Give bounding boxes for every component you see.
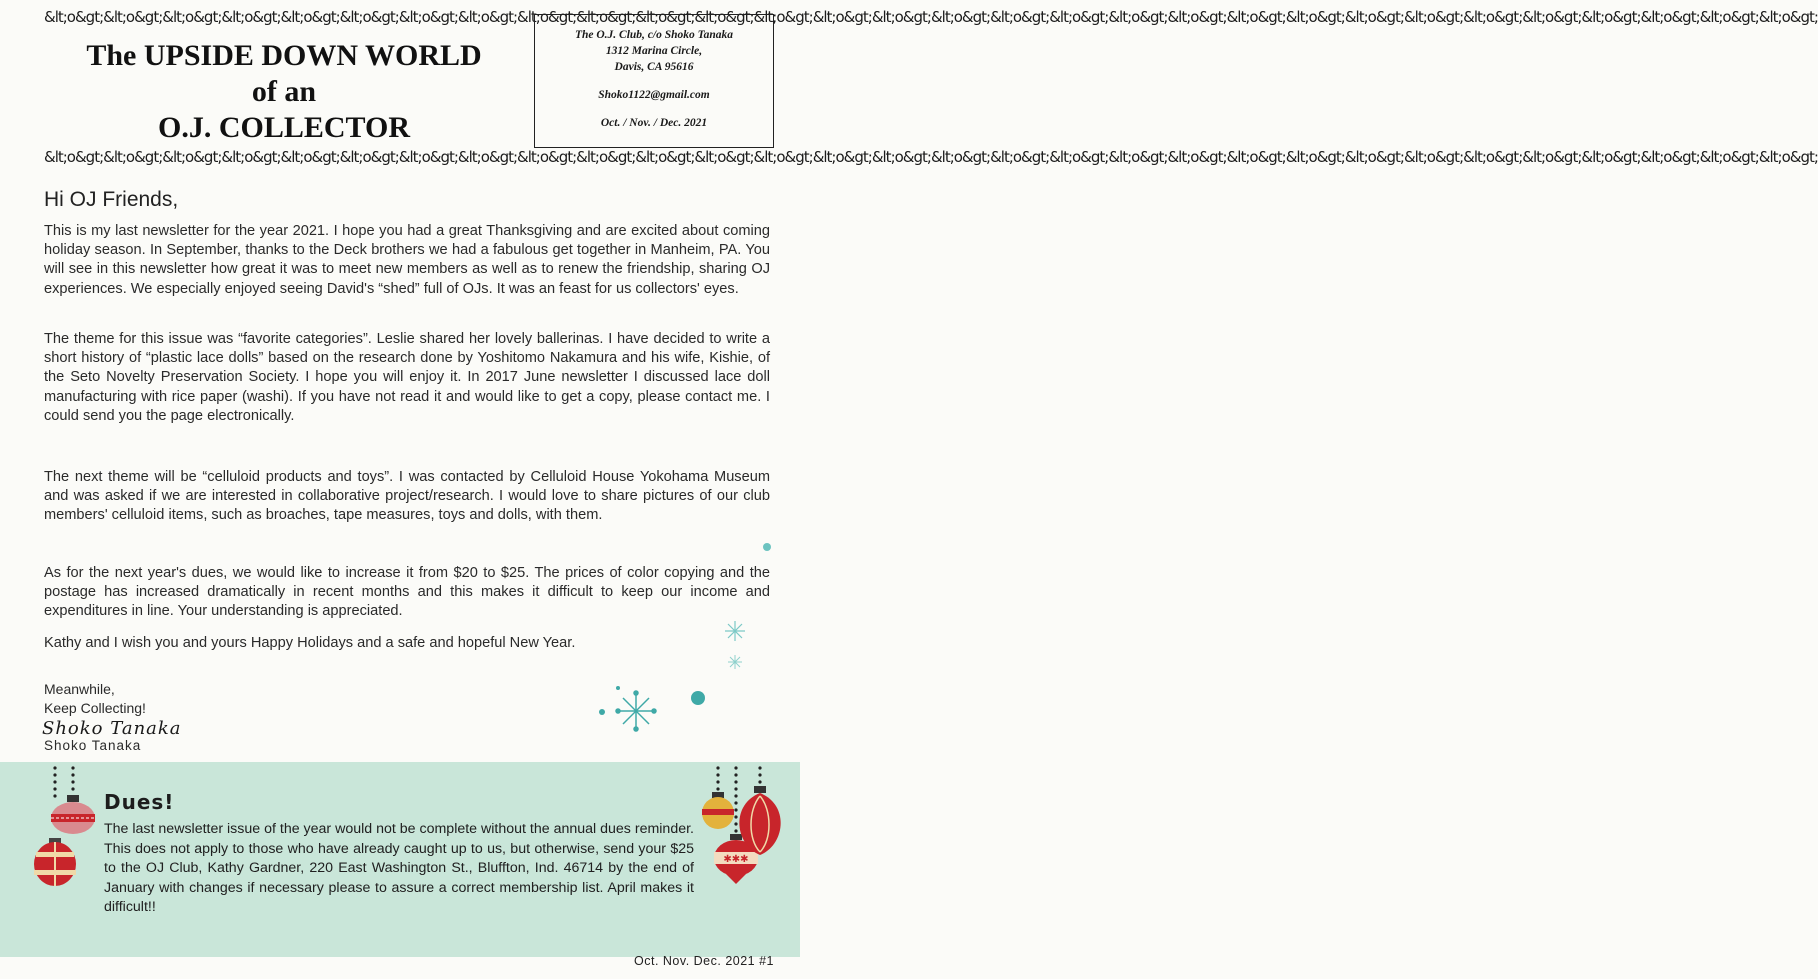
ornament-icon <box>739 766 780 855</box>
dot-icon <box>616 686 620 690</box>
svg-text:✱✱✱: ✱✱✱ <box>723 854 749 865</box>
dot-icon <box>691 691 705 705</box>
paragraph-2: The theme for this issue was “favorite categories”. Leslie shared her lovely ballerinas. I have decided to write a short history of “plastic lace dolls” based on the research done by Yoshitomo Nakamura and his wife, Kishie, of the Seto Novelty Preservation Society. I hope you will enjoy it. In 2017 June newsletter I discussed lace doll manufacturing with rice paper (washi). If you have not read it and would like to get a copy, please contact me. I could send you the page electronically. <box>44 331 770 424</box>
snowflake-icon <box>616 691 656 731</box>
page-footer: Oct. Nov. Dec. 2021 #1 <box>634 954 774 968</box>
address-line-3: Davis, CA 95616 <box>614 61 694 73</box>
ornament-icon <box>51 766 95 834</box>
issue-date: Oct. / Nov. / Dec. 2021 <box>600 117 708 129</box>
greeting: Hi OJ Friends, <box>44 188 179 211</box>
snowflake-decorations <box>0 0 800 760</box>
closing-line-1: Meanwhile, <box>44 681 115 697</box>
title-line-1: The UPSIDE DOWN WORLD <box>86 39 482 72</box>
border-pattern: &lt;o&gt;&lt;o&gt;&lt;o&gt;&lt;o&gt;&lt;o&gt;&lt;o&gt;&lt;o&gt;&lt;o&gt;&lt;o&gt;&lt;o&gt;&lt;o&gt;&lt;o&gt;&lt;o&gt;&lt;o&gt;&lt;o&gt;&lt;o&gt;&lt;o&gt;&lt;o&gt;&lt;o&gt;&lt;o&gt;&lt;o&gt;&lt;o&gt;&lt;o&gt;&lt;o&gt;&lt;o&gt;&lt;o&gt;&lt;o&gt;&lt;o&gt;&lt;o&gt;&lt;o&gt; <box>44 8 1818 26</box>
paragraph-4: As for the next year's dues, we would like to increase it from $20 to $25. The prices of color copying and the postage has increased dramatically in recent months and this makes it difficult to keep our income and expenditures in line. Your understanding is appreciated. <box>44 565 770 620</box>
paragraph-5: Kathy and I wish you and yours Happy Holidays and a safe and hopeful New Year. <box>44 635 576 651</box>
dot-icon <box>599 709 605 715</box>
dues-text: The last newsletter issue of the year would not be complete without the annual dues reminder. This does not apply to those who have already caught up to us, but otherwise, send your $25 to the OJ Club, Kathy Gardner, 220 East Washington St., Bluffton, Ind. 46714 by the end of January with changes if necessary please to assure a correct membership list. April makes it difficult!! <box>104 821 694 915</box>
address-line-1: The O.J. Club, c/o Shoko Tanaka <box>574 29 734 41</box>
address-line-2: 1312 Marina Circle, <box>605 45 703 57</box>
ornament-icon <box>702 766 734 829</box>
snowflake-icon <box>728 655 742 669</box>
contact-email[interactable]: Shoko1122@gmail.com <box>598 89 710 101</box>
border-pattern: &lt;o&gt;&lt;o&gt;&lt;o&gt;&lt;o&gt;&lt;o&gt;&lt;o&gt;&lt;o&gt;&lt;o&gt;&lt;o&gt;&lt;o&gt;&lt;o&gt;&lt;o&gt;&lt;o&gt;&lt;o&gt;&lt;o&gt;&lt;o&gt;&lt;o&gt;&lt;o&gt;&lt;o&gt;&lt;o&gt;&lt;o&gt;&lt;o&gt;&lt;o&gt;&lt;o&gt;&lt;o&gt;&lt;o&gt;&lt;o&gt;&lt;o&gt;&lt;o&gt;&lt;o&gt; <box>44 148 1818 166</box>
handwritten-signature: Shoko Tanaka <box>42 718 182 739</box>
snowflake-icon <box>725 621 745 641</box>
dues-title: Dues! <box>104 790 175 814</box>
paragraph-3: The next theme will be “celluloid products and toys”. I was contacted by Celluloid House Yokohama Museum and was asked if we are interested in collaborative project/research. I would love to share pictures of our club members' celluloid items, such as broaches, tape measures, toys and dolls, with them. <box>44 469 770 524</box>
paragraph-1: This is my last newsletter for the year 2021. I hope you had a great Thanksgiving and are excited about coming holiday season. In September, thanks to the Deck brothers we had a fabulous get together in Manheim, PA. You will see in this newsletter how great it was to meet new members as well as to renew the friendship, sharing OJ experiences. We especially enjoyed seeing David's “shed” full of OJs. It was an feast for us collectors' eyes. <box>44 223 770 297</box>
ornament-icon <box>34 838 76 886</box>
signature-name: Shoko Tanaka <box>44 738 142 753</box>
dot-icon <box>763 543 771 551</box>
title-line-3: O.J. COLLECTOR <box>158 111 410 144</box>
title-line-2: of an <box>251 75 317 108</box>
closing-line-2: Keep Collecting! <box>44 700 146 716</box>
